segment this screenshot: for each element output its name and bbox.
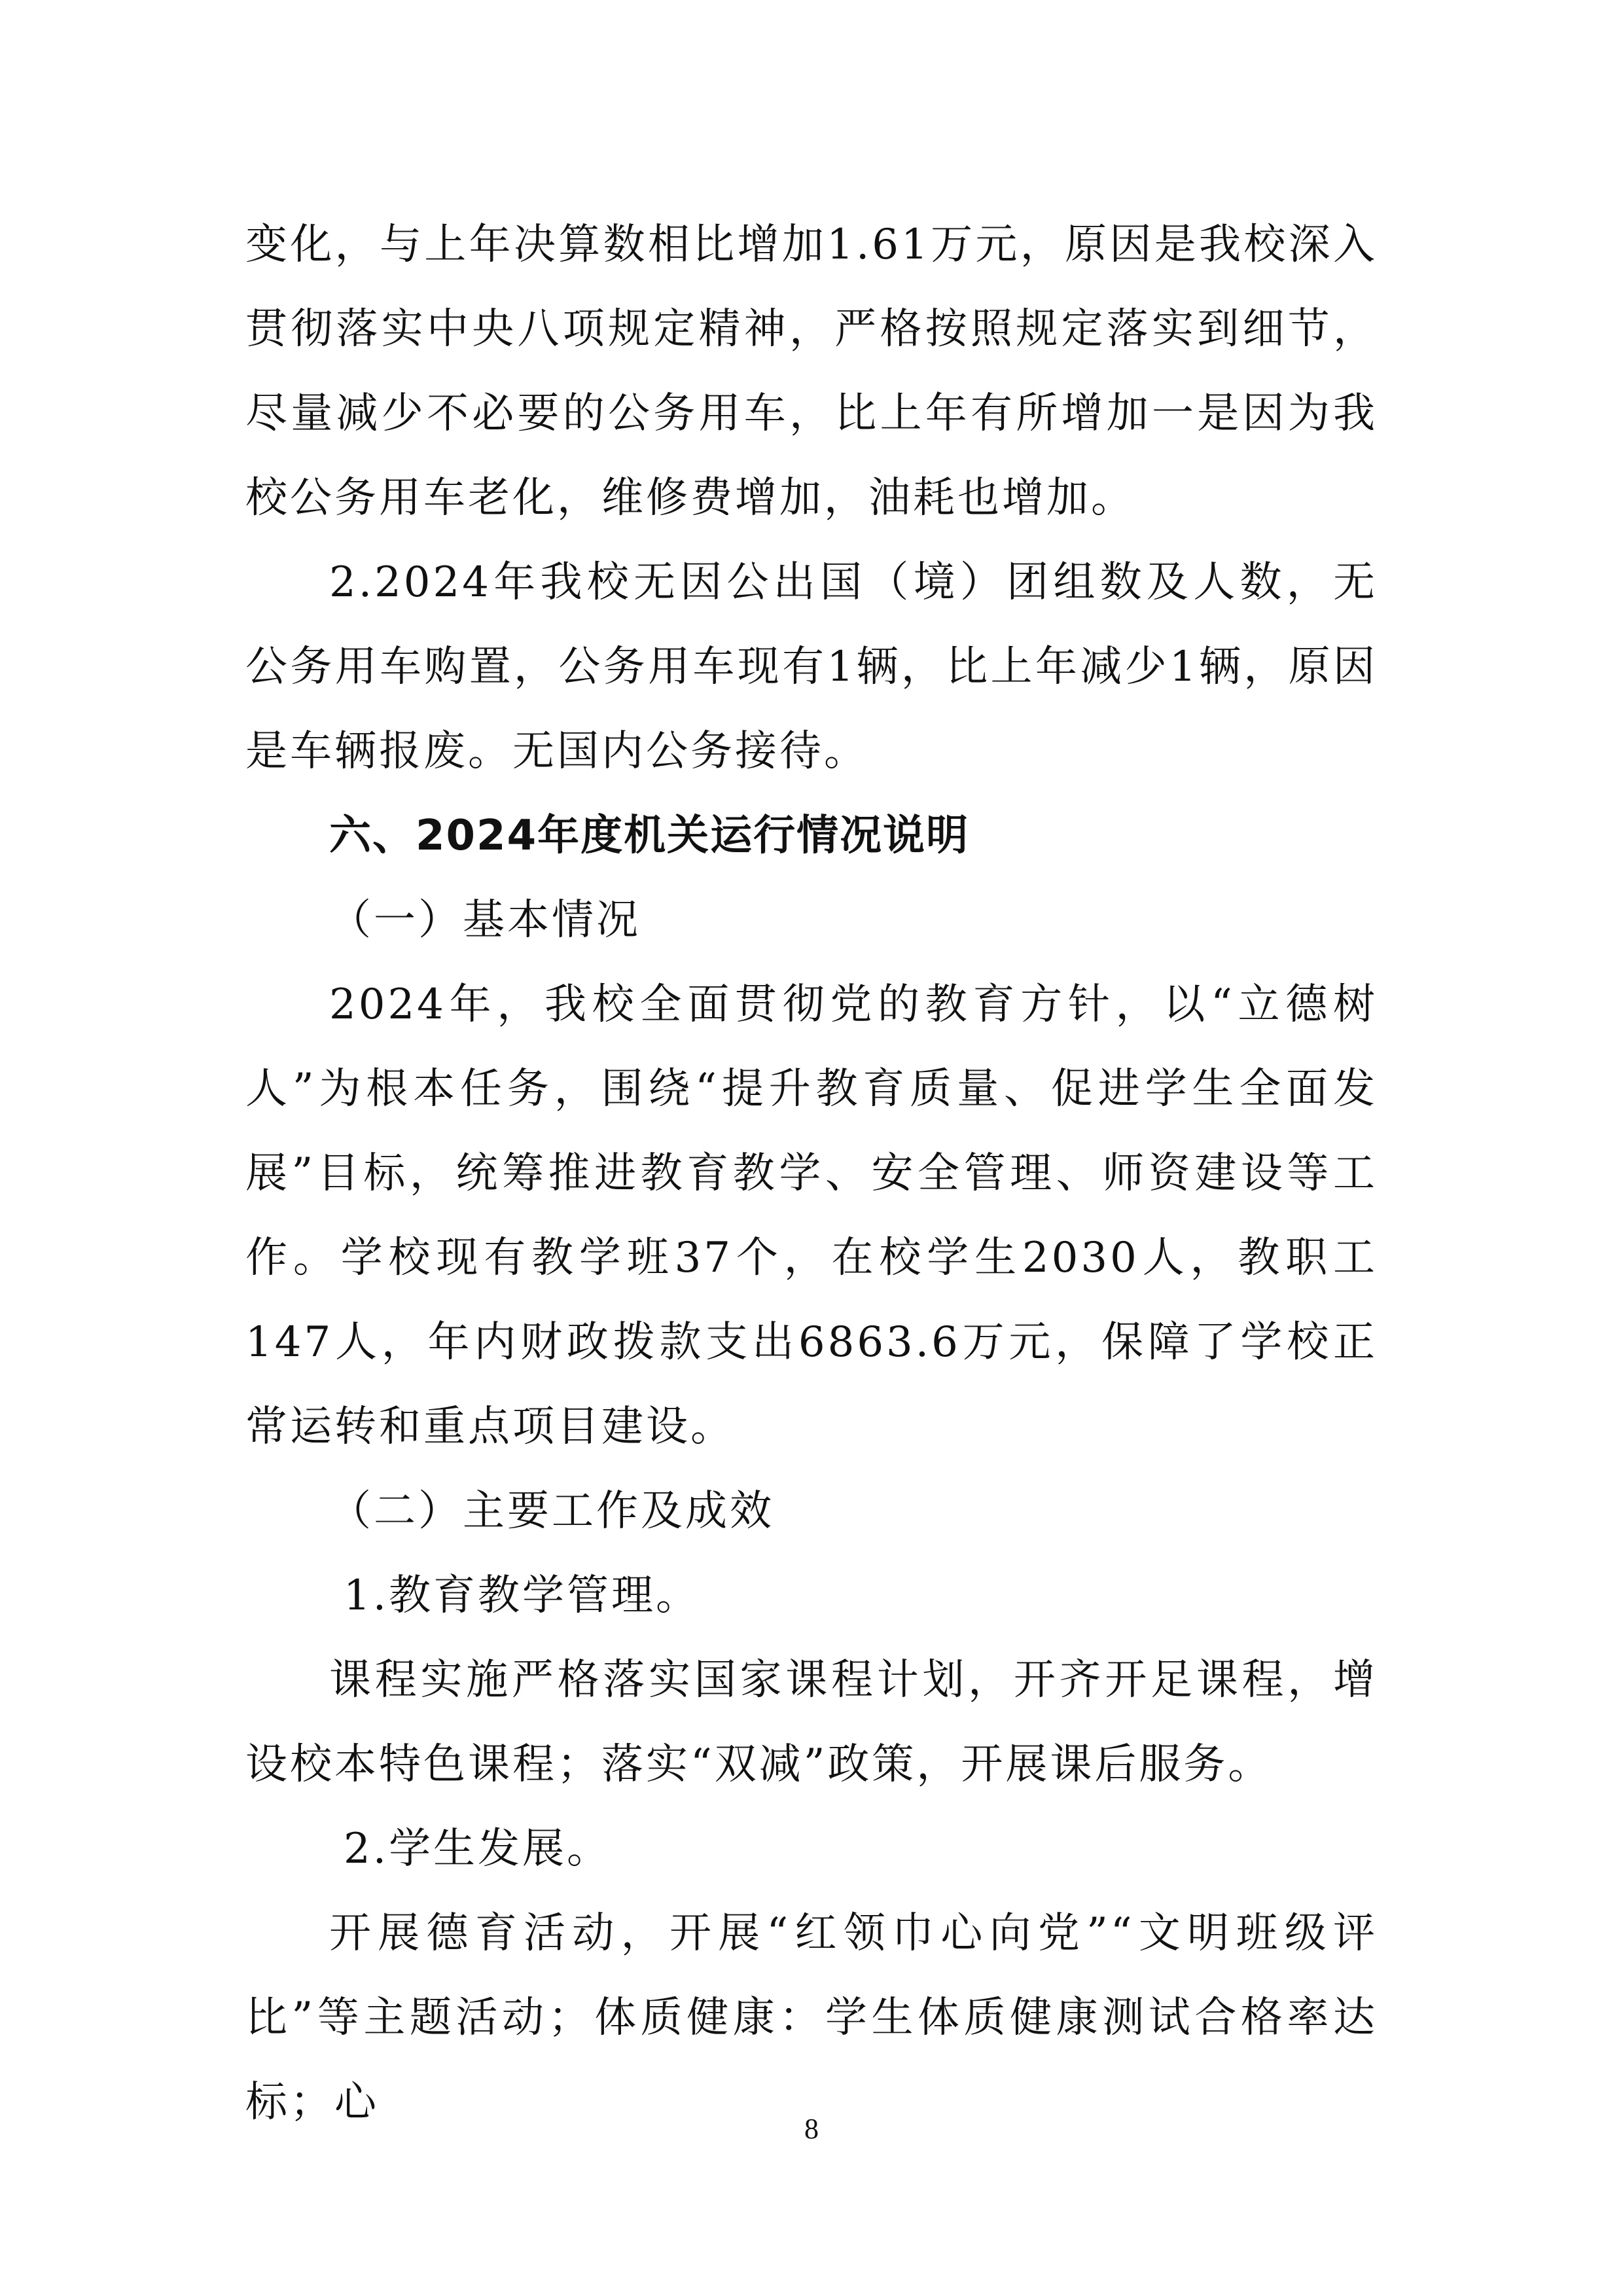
item-heading-teaching: 1.教育教学管理。 bbox=[344, 1571, 701, 1620]
body-text bbox=[245, 203, 1378, 2145]
paragraph-teaching: 课程实施严格落实国家课程计划，开齐开足课程，增设校本特色课程；落实“双减”政策，开展课后服务。 bbox=[245, 1656, 1378, 1789]
paragraph-official-reception: 2.2024年我校无因公出国（境）团组数及人数，无公务用车购置，公务用车现有1辆，比上年减少1辆，原因是车辆报废。无国内公务接待。 bbox=[245, 558, 1378, 776]
subheading-basic-situation: （一）基本情况 bbox=[329, 896, 641, 944]
subheading-main-work: （二）主要工作及成效 bbox=[329, 1487, 774, 1535]
paragraph-continuation: 变化，与上年决算数相比增加1.61万元，原因是我校深入贯彻落实中央八项规定精神，严格按照规定落实到细节，尽量减少不必要的公务用车，比上年有所增加一是因为我校公务用车老化，维修费增加，油耗也增加。 bbox=[245, 221, 1378, 522]
section-heading-operations: 六、2024年度机关运行情况说明 bbox=[329, 812, 970, 860]
item-heading-student-development: 2.学生发展。 bbox=[344, 1825, 612, 1873]
page-number: 8 bbox=[804, 2113, 819, 2145]
paragraph-basic-situation: 2024年，我校全面贯彻党的教育方针，以“立德树人”为根本任务，围绕“提升教育质量、促进学生全面发展”目标，统筹推进教育教学、安全管理、师资建设等工作。学校现有教学班37个，在校学生2030人，教职工147人，年内财政拨款支出6863.6万元，保障了学校正常运转和重点项目建设。 bbox=[245, 980, 1378, 1451]
paragraph-student-development: 开展德育活动，开展“红领巾心向党”“文明班级评比”等主题活动；体质健康：学生体质健康测试合格率达标；心 bbox=[245, 1909, 1378, 2126]
